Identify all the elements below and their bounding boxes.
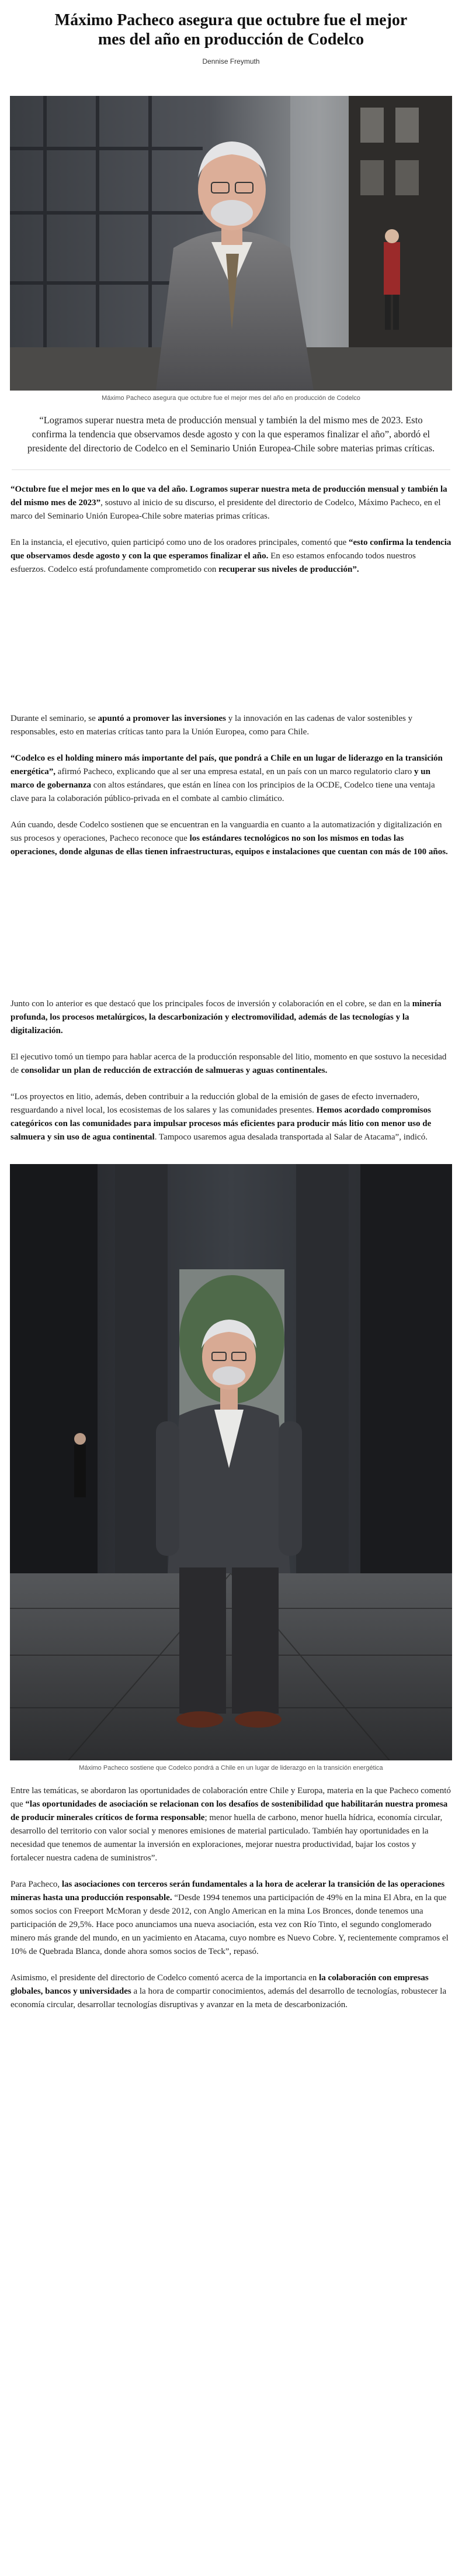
paragraph-9 — [11, 1784, 451, 1865]
paragraph-text: En la instancia, el ejecutivo, quien participó como uno de los oradores principales, comentó que — [11, 538, 349, 547]
paragraph-text: “Los proyectos en litio, además, deben contribuir a la reducción global de la emisión de gases de efecto invernadero, resguardando a nivel local, los ecosistemas de los salares y las comunidades presentes. — [11, 1092, 420, 1115]
paragraph-text: ; menor huella de carbono, menor huella hídrica, economía circular, desarrollo del territorio con valor social y menores emisiones de material particulado. También hay oportunidades en la necesidad que tenemos de aumentar la inversión en exploraciones, mejorar nuestra productividad, bajar los costos y fortalecer nuestra cadena de suministros”. — [11, 1813, 443, 1863]
paragraph-text: a la hora de compartir conocimientos, además del desarrollo de tecnologías, robustecer la economía circular, desarrollar tecnologías disruptivas y avanzar en la meta de descarbonización. — [11, 1987, 447, 2009]
ad-space — [11, 576, 451, 699]
paragraph-emphasis: recuperar sus niveles de producción”. — [218, 565, 359, 574]
paragraph-10 — [11, 1878, 451, 1959]
paragraph-text: afirmó Pacheco, explicando que al ser una empresa estatal, en un país con un marco regulatorio claro — [55, 767, 414, 776]
paragraph-emphasis: “esto confirma la tendencia que observamos desde agosto y con la que esperamos finalizar el año. — [11, 538, 451, 561]
paragraph-emphasis: “las oportunidades de asociación se relacionan con los desafíos de sostenibilidad que habilitarán nuestra promesa de producir minerales críticos de forma responsable — [11, 1800, 448, 1822]
paragraph-text: con altos estándares, que están en línea con los principios de la OCDE, Codelco tiene una ventaja clave para la colaboración público-privada en el combate al cambio climático. — [11, 781, 435, 803]
photo-fullbody-illustration — [10, 1164, 452, 1760]
article-headline: Máximo Pacheco asegura que octubre fue el mejor mes del año en producción de Codelco — [54, 11, 408, 49]
paragraph-emphasis: “Codelco es el holding minero más importante del país, que pondrá a Chile en un lugar de liderazgo en la transición energética”, — [11, 754, 443, 776]
article-photo-secondary — [10, 1164, 452, 1760]
article-photo-main — [10, 96, 452, 391]
paragraph-emphasis: las asociaciones con terceros serán fundamentales a la hora de acelerar la transición de las operaciones mineras hasta una producción responsable. — [11, 1880, 445, 1902]
paragraph-1 — [11, 483, 451, 523]
paragraph-text: El ejecutivo tomó un tiempo para hablar acerca de la producción responsable del litio, momento en que sostuvo la necesidad de — [11, 1052, 447, 1075]
paragraph-text: Aún cuando, desde Codelco sostienen que se encuentran en la vanguardia en cuanto a la automatización y digitalización en sus procesos y operaciones, Pacheco reconoce que — [11, 820, 442, 843]
paragraph-6 — [11, 997, 451, 1038]
article-body — [0, 483, 462, 1144]
paragraph-text: Para Pacheco, — [11, 1880, 62, 1889]
paragraph-7 — [11, 1051, 451, 1078]
paragraph-8 — [11, 1090, 451, 1144]
lead-divider — [12, 469, 450, 470]
paragraph-emphasis: y un marco de gobernanza — [11, 767, 430, 790]
article-body-continued — [0, 1784, 462, 2012]
article-author: Dennise Freymuth — [202, 57, 260, 65]
ad-space-2 — [11, 859, 451, 985]
paragraph-emphasis: “Octubre fue el mejor mes en lo que va del año. Logramos superar nuestra meta de producción mensual y también la del mismo mes de 2023” — [11, 485, 447, 507]
paragraph-emphasis: la colaboración con empresas globales, bancos y universidades — [11, 1973, 429, 1996]
paragraph-11 — [11, 1971, 451, 2012]
paragraph-emphasis: apuntó a promover las inversiones — [98, 714, 226, 723]
photo-main-caption: Máximo Pacheco asegura que octubre fue el mejor mes del año en producción de Codelco — [102, 395, 360, 402]
paragraph-3 — [11, 712, 451, 739]
paragraph-text: Junto con lo anterior es que destacó que los principales focos de inversión y colaboración en el cobre, se dan en la — [11, 999, 412, 1009]
paragraph-emphasis: consolidar un plan de reducción de extracción de salmueras y aguas continentales. — [20, 1066, 328, 1075]
paragraph-text: , sostuvo al inicio de su discurso, el presidente del directorio de Codelco, Máximo Pacheco, en el marco del Seminario Unión Europea-Chile sobre materias primas críticas. — [11, 498, 441, 521]
paragraph-2 — [11, 536, 451, 576]
paragraph-4 — [11, 752, 451, 806]
paragraph-emphasis: los estándares tecnológicos no son los mismos en todas las operaciones, donde algunas de ellas tienen infraestructuras, equipos e instalaciones que cuentan con más de 100 años. — [11, 834, 448, 857]
paragraph-text: . Tampoco usaremos agua desalada transportada al Salar de Atacama”, indicó. — [154, 1132, 428, 1142]
paragraph-emphasis: minería profunda, los procesos metalúrgicos, la descarbonización y electromovilidad, además de las tecnologías y la digitalización. — [11, 999, 442, 1035]
paragraph-text: Durante el seminario, se — [11, 714, 98, 723]
photo-secondary-caption: Máximo Pacheco sostiene que Codelco pondrá a Chile en un lugar de liderazgo en la transición energética — [79, 1764, 383, 1772]
paragraph-5 — [11, 819, 451, 859]
paragraph-text: y la innovación en las cadenas de valor sostenibles y responsables, esto en materias críticas tanto para la Unión Europea, como para Chile. — [11, 714, 413, 737]
paragraph-text: “Desde 1994 tenemos una participación de 49% en la mina El Abra, en la que somos socios con Freeport McMoran y desde 2012, con Anglo American en la mina Los Bronces, donde tenemos una participación de 29,5%. Hace poco anunciamos una nueva asociación, esta vez con Río Tinto, el segundo conglomerado minero más grande del mundo, en un yacimiento en Atacama, cuyo nombre es Nuevo Cobre. Y, recientemente compramos el 10% de Quebrada Blanca, donde ahora somos socios de Teck”, repasó. — [11, 1893, 449, 1956]
paragraph-text: Asimismo, el presidente del directorio de Codelco comentó acerca de la importancia en — [11, 1973, 319, 1983]
paragraph-text: Entre las temáticas, se abordaron las oportunidades de colaboración entre Chile y Europa, materia en la que Pacheco comentó que — [11, 1786, 451, 1809]
paragraph-emphasis: Hemos acordado compromisos categóricos con las comunidades para impulsar procesos más eficientes para producir más litio con menor uso de salmuera y sin uso de agua continental — [11, 1106, 432, 1142]
article-lead: “Logramos superar nuestra meta de producción mensual y también la del mismo mes de 2023. Esto confirma la tendencia que observamos desde agosto y con la que esperamos finalizar el año”, abordó el presidente del directorio de Codelco en el Seminario Unión Europea-Chile sobre materias primas críticas. — [27, 415, 435, 454]
photo-portrait-illustration — [10, 96, 452, 391]
paragraph-text: En eso estamos enfocando todos nuestros esfuerzos. Codelco está profundamente comprometido con — [11, 551, 416, 574]
